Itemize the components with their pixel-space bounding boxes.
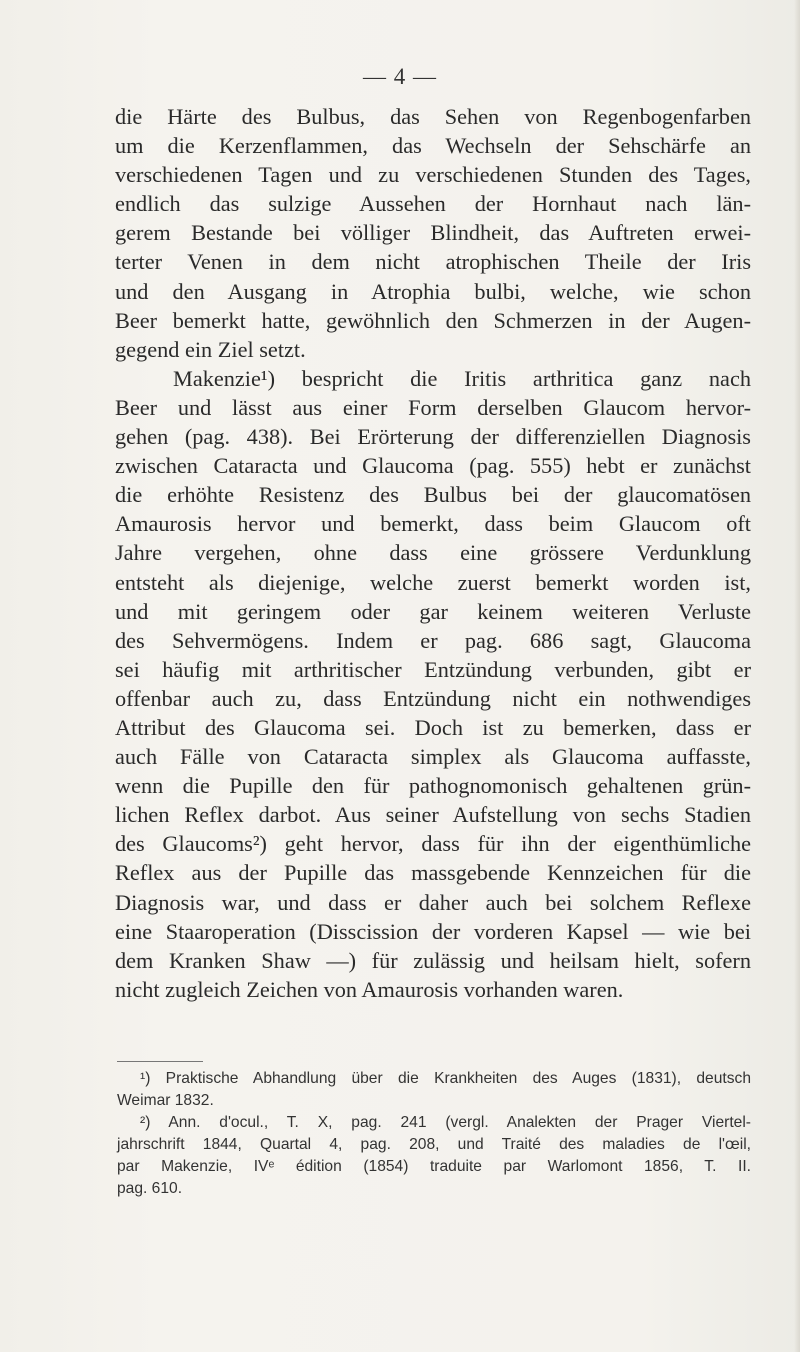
text-line: Makenzie¹) bespricht die Iritis arthritica ganz nach bbox=[173, 365, 751, 391]
footnote-separator bbox=[117, 1061, 203, 1062]
footnote-line: ²) Ann. d'ocul., T. X, pag. 241 (vergl. Analekten der Prager Viertel- bbox=[140, 1114, 751, 1132]
footnote-line: pag. 610. bbox=[117, 1180, 183, 1198]
text-line: Jahre vergehen, ohne dass eine grössere Verdunklung bbox=[115, 540, 751, 566]
text-line: offenbar auch zu, dass Entzündung nicht ein nothwendiges bbox=[115, 685, 751, 711]
footnote-line: par Makenzie, IVᵉ édition (1854) traduite par Warlomont 1856, T. II. bbox=[117, 1158, 751, 1176]
page-number: — 4 — bbox=[363, 64, 437, 89]
text-line: und mit geringem oder gar keinem weiteren Verluste bbox=[115, 598, 751, 624]
text-line: Diagnosis war, und dass er daher auch bei solchem Reflexe bbox=[115, 889, 751, 915]
footnote-line: jahrschrift 1844, Quartal 4, pag. 208, und Traité des maladies de l'œil, bbox=[117, 1136, 751, 1154]
footnote-line: Weimar 1832. bbox=[117, 1092, 214, 1110]
text-line: Amaurosis hervor und bemerkt, dass beim Glaucom oft bbox=[115, 511, 751, 537]
text-line: eine Staaroperation (Disscission der vorderen Kapsel — wie bei bbox=[115, 918, 751, 944]
text-line: lichen Reflex darbot. Aus seiner Aufstellung von sechs Stadien bbox=[115, 802, 751, 828]
text-line: um die Kerzenflammen, das Wechseln der Sehschärfe an bbox=[115, 133, 751, 159]
main-text bbox=[115, 102, 751, 1004]
text-line: gerem Bestande bei völliger Blindheit, das Auftreten erwei- bbox=[115, 220, 751, 246]
text-line: nicht zugleich Zeichen von Amaurosis vorhanden waren. bbox=[115, 976, 624, 1002]
footnote-line: ¹) Praktische Abhandlung über die Krankheiten des Auges (1831), deutsch bbox=[140, 1070, 751, 1087]
text-line: wenn die Pupille den für pathognomonisch gehaltenen grün- bbox=[115, 773, 751, 799]
text-line: dem Kranken Shaw —) für zulässig und heilsam hielt, sofern bbox=[115, 947, 751, 973]
text-line: terter Venen in dem nicht atrophischen Theile der Iris bbox=[115, 249, 751, 275]
text-line: endlich das sulzige Aussehen der Hornhaut nach län- bbox=[115, 191, 751, 217]
text-line: Beer bemerkt hatte, gewöhnlich den Schmerzen in der Augen- bbox=[115, 307, 751, 333]
text-line: auch Fälle von Cataracta simplex als Glaucoma auffasste, bbox=[115, 744, 751, 770]
text-line: zwischen Cataracta und Glaucoma (pag. 555) hebt er zunächst bbox=[115, 453, 751, 479]
text-line: gehen (pag. 438). Bei Erörterung der differenziellen Diagnosis bbox=[115, 424, 751, 450]
footnotes bbox=[117, 1068, 751, 1201]
text-line: verschiedenen Tagen und zu verschiedenen Stunden des Tages, bbox=[115, 162, 751, 188]
text-line: Attribut des Glaucoma sei. Doch ist zu bemerken, dass er bbox=[115, 714, 751, 740]
text-line: Reflex aus der Pupille das massgebende Kennzeichen für die bbox=[115, 860, 751, 886]
text-line: die erhöhte Resistenz des Bulbus bei der glaucomatösen bbox=[115, 482, 751, 508]
text-line: entsteht als diejenige, welche zuerst bemerkt worden ist, bbox=[115, 569, 751, 595]
page-edge-shadow bbox=[794, 0, 800, 1352]
text-line: Beer und lässt aus einer Form derselben Glaucom hervor- bbox=[115, 394, 751, 420]
text-line: des Glaucoms²) geht hervor, dass für ihn der eigenthümliche bbox=[115, 831, 751, 857]
text-line: sei häufig mit arthritischer Entzündung verbunden, gibt er bbox=[115, 656, 751, 682]
text-line: gegend ein Ziel setzt. bbox=[115, 336, 306, 362]
text-line: die Härte des Bulbus, das Sehen von Regenbogenfarben bbox=[115, 104, 751, 129]
text-line: des Sehvermögens. Indem er pag. 686 sagt, Glaucoma bbox=[115, 627, 751, 653]
text-line: und den Ausgang in Atrophia bulbi, welche, wie schon bbox=[115, 278, 751, 304]
